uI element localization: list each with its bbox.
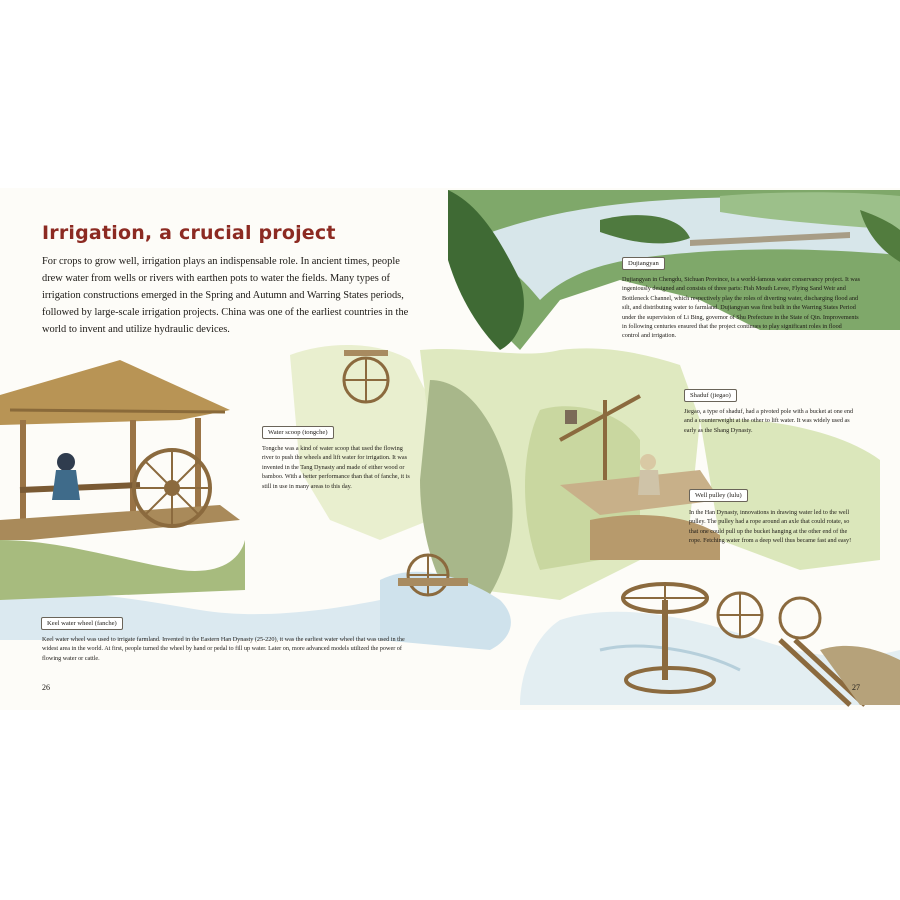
water-scoop-text: Tongche was a kind of water scoop that used the flowing river to push the wheels and lift water for irrigation. It was invented in the Tang Dynasty and made of either wood or bamboo. With a better performance than that of fanche, it is still in use in many areas to this day.: [262, 445, 410, 490]
well-pulley-label: Well pulley (lulu): [689, 489, 748, 502]
keel-wheel-text: Keel water wheel was used to irrigate farmland. Invented in the Eastern Han Dynasty (25-220), it was the earliest water wheel that was used in the widest area in the world. At first, people turned the wheel by hand or pedal to fill up water. Later on, more advanced models utilized the power of flowing water or cattle.: [42, 636, 405, 662]
page-number-right: 27: [852, 683, 860, 692]
shaduf-text: Jiegao, a type of shaduf, had a pivoted pole with a bucket at one end and a counterweight at the other to lift water. It was widely used as early as the Shang Dynasty.: [684, 408, 854, 434]
shaduf-label: Shaduf (jiegao): [684, 389, 737, 402]
page-title: Irrigation, a crucial project: [42, 222, 336, 244]
dujiangyan-text: Dujiangyan in Chengdu, Sichuan Province, is a world-famous water conservancy project. It was ingeniously designed and consists of three parts: Fish Mouth Levee, Flying Sand Weir and Bottleneck Channel, which respectively play the roles of diverting water, discharging flood and silt, and distributing water to farmland. Dujiangyan was first built in the Warring States Period under the supervision of Li Bing, governor of Shu Prefecture in the State of Qin. Improvements in following centuries ensured that the project continues to play significant roles in flood control and irrigation.: [622, 276, 860, 340]
well-pulley-text: In the Han Dynasty, innovations in drawing water led to the well pulley. The pulley had a rope around an axle that could rotate, so that one could pull up the bucket hanging at the other end of the rope. Fetching water from a deep well thus became fast and easy!: [689, 509, 852, 545]
water-scoop-label: Water scoop (tongche): [262, 426, 334, 439]
keel-water-wheel-scene: [0, 360, 245, 600]
intro-paragraph: For crops to grow well, irrigation plays an indispensable role. In ancient times, people drew water from wells or rivers with earthen pots to water the fields. Many types of irrigation constructions emerged in the Spring and Autumn and Warring States periods, followed by large-scale irrigation projects. China was one of the earliest countries in the world to invent and utilize hydraulic devices.: [42, 256, 409, 335]
keel-wheel-label: Keel water wheel (fanche): [41, 617, 123, 630]
page-number-left: 26: [42, 683, 50, 692]
dujiangyan-label: Dujiangyan: [622, 257, 665, 270]
